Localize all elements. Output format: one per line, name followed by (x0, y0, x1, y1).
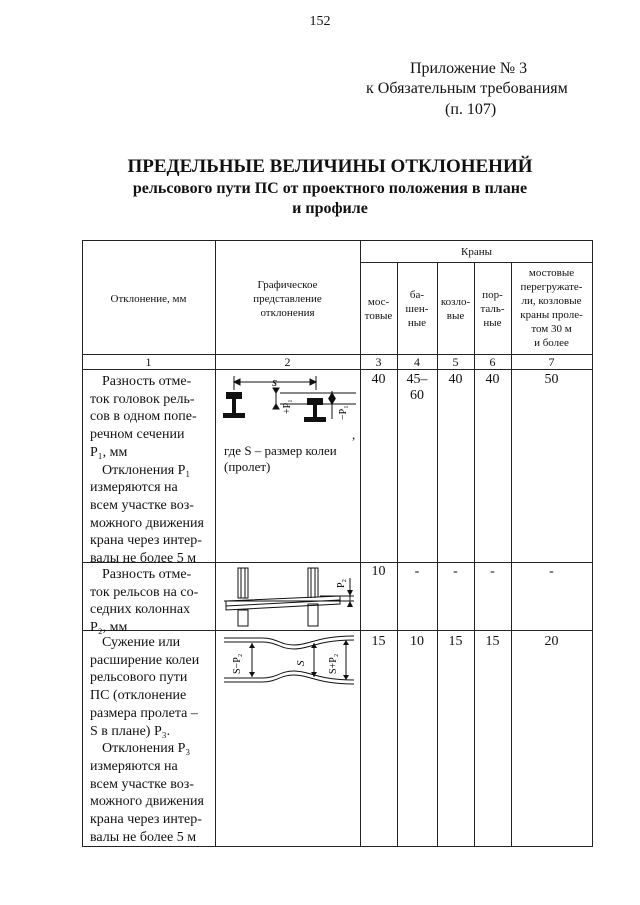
row-3-col-5: 15 (448, 634, 463, 649)
row-1-desc-line: валы не более 5 м (90, 551, 197, 567)
header-col-7-l2: перегружате- (520, 281, 583, 293)
row-1-desc-line: ток головок рель- (90, 391, 195, 407)
row-2-desc-line: Разность отме- (102, 567, 192, 582)
row-3-desc-line: измеряются на (90, 758, 178, 774)
row-1-desc-line: можного движения (90, 515, 204, 531)
row-1-col-4 (397, 372, 437, 404)
header-graphic-l3: отклонения (260, 307, 315, 319)
col-number-6: 6 (489, 355, 496, 369)
col-number-2: 2 (284, 355, 291, 369)
row-1-desc-line: всем участке воз- (90, 497, 194, 513)
header-col-4-l2: шен- (405, 303, 429, 315)
header-graphic-l2: представление (253, 293, 322, 305)
col-number-7: 7 (548, 355, 555, 369)
row-1-col-7: 50 (544, 372, 559, 387)
row-1-desc-line: речном сечении (90, 427, 185, 443)
appendix-line-3: (п. 107) (445, 101, 497, 118)
row-1-caption-line: (пролет) (224, 459, 271, 474)
header-col-5-l1: козло- (440, 296, 471, 308)
row-1-desc-line: Разность отме- (102, 374, 192, 389)
row-1-caption-line: где S – размер колеи (224, 443, 337, 458)
header-col-7-l5: том 30 м (531, 323, 572, 335)
title-line-1: ПРЕДЕЛЬНЫЕ ВЕЛИЧИНЫ ОТКЛОНЕНИЙ (127, 156, 533, 177)
row-3-desc-line: расширение колеи (90, 652, 200, 668)
col-number-1: 1 (145, 355, 152, 369)
header-deviation: Отклонение, мм (110, 293, 187, 305)
label-minus-p1: −P₁ (338, 405, 349, 420)
row-1-col-4-l2: 60 (410, 388, 424, 403)
label-p2: P₂ (336, 578, 347, 588)
row-3-desc-line: всем участке воз- (90, 776, 194, 792)
header-graphic-l1: Графическое (257, 279, 318, 291)
row-3-description (90, 634, 210, 846)
header-col-6-l3: ные (483, 317, 502, 329)
row-1-col-5: 40 (448, 372, 463, 387)
label-plus-p1: +P₁ (282, 399, 293, 414)
row-3-col-6: 15 (485, 634, 500, 649)
row-2-description (90, 566, 210, 637)
header-col-7-l3: ли, козловые (521, 295, 582, 307)
label-s-plus-p2: S+P₂ (328, 653, 339, 674)
adjacent-columns-figure (218, 564, 358, 628)
row-2-desc-line: седних колоннах (90, 602, 191, 618)
label-s-minus-p2: S−P₂ (232, 653, 243, 674)
header-col-3-l2: товые (364, 310, 393, 322)
header-col-4-l3: ные (407, 317, 427, 329)
row-3-desc-line: Отклонения P₃ (102, 741, 191, 757)
header-col-4-l1: ба- (409, 289, 425, 301)
row-2-desc-line: P₂, мм (90, 620, 128, 636)
appendix-line-1: Приложение № 3 (410, 60, 528, 77)
title-line-2: рельсового пути ПС от проектного положения в плане (132, 180, 528, 197)
row-1-desc-line: P₁, мм (90, 444, 128, 460)
header-col-4 (397, 288, 437, 330)
row-2-col-3: 10 (371, 564, 386, 579)
label-s: s (272, 374, 278, 389)
row-3-col-7: 20 (544, 634, 559, 649)
row-3-desc-line: ПС (отклонение (90, 688, 187, 704)
header-col-5 (437, 295, 474, 323)
label-s-plain: S (295, 660, 307, 666)
col-number-5: 5 (452, 355, 459, 369)
row-1-caption (224, 443, 358, 475)
row-3-desc-line: валы не более 5 м (90, 829, 197, 845)
row-2-desc-line: ток рельсов на со- (90, 584, 199, 600)
appendix-line-2: к Обязательным требованиям (366, 80, 568, 97)
row-1-desc-line: сов в одном попе- (90, 409, 197, 425)
gauge-narrowing-figure (222, 634, 356, 686)
row-1-col-4-l1: 45– (406, 372, 428, 387)
row-1-col-3: 40 (371, 372, 386, 387)
row-2-col-7: - (549, 564, 554, 579)
rail-head-levels-figure (220, 374, 356, 436)
header-col-7 (511, 266, 592, 350)
row-2-col-6: - (490, 564, 495, 579)
header-col-6-l1: пор- (482, 289, 503, 301)
row-1-desc-line: крана через интер- (90, 533, 202, 549)
row-3-desc-line: рельсового пути (90, 670, 188, 686)
title-line-3: и профиле (292, 200, 368, 217)
header-col-3-l1: мос- (367, 296, 390, 308)
row-3-desc-line: Сужение или (102, 635, 181, 650)
header-graphic (215, 278, 360, 320)
row-1-comma: , (352, 427, 356, 442)
row-2-col-5: - (453, 564, 458, 579)
header-col-5-l2: вые (446, 310, 465, 322)
row-1-col-6: 40 (485, 372, 500, 387)
header-col-6-l2: таль- (480, 303, 505, 315)
header-col-7-l4: краны проле- (520, 309, 583, 321)
col-number-4: 4 (414, 355, 420, 369)
row-3-desc-line: размера пролета – (90, 705, 198, 721)
row-2-col-4: - (414, 564, 420, 579)
row-3-desc-line: S в плане) P₃. (90, 723, 171, 739)
row-3-col-3: 15 (371, 634, 386, 649)
header-col-3 (360, 295, 397, 323)
col-number-3: 3 (375, 355, 382, 369)
header-col-6 (474, 288, 511, 330)
page-number: 152 (309, 14, 331, 29)
row-1-desc-line: измеряются на (90, 480, 178, 496)
row-1-description (90, 373, 210, 568)
header-cranes: Краны (461, 246, 492, 258)
header-col-7-l6: и более (534, 337, 569, 349)
row-3-desc-line: крана через интер- (90, 812, 202, 828)
header-col-7-l1: мостовые (528, 267, 575, 279)
row-3-col-4: 10 (410, 634, 424, 649)
row-3-desc-line: можного движения (90, 794, 204, 810)
row-1-desc-line: Отклонения P₁ (102, 462, 191, 478)
